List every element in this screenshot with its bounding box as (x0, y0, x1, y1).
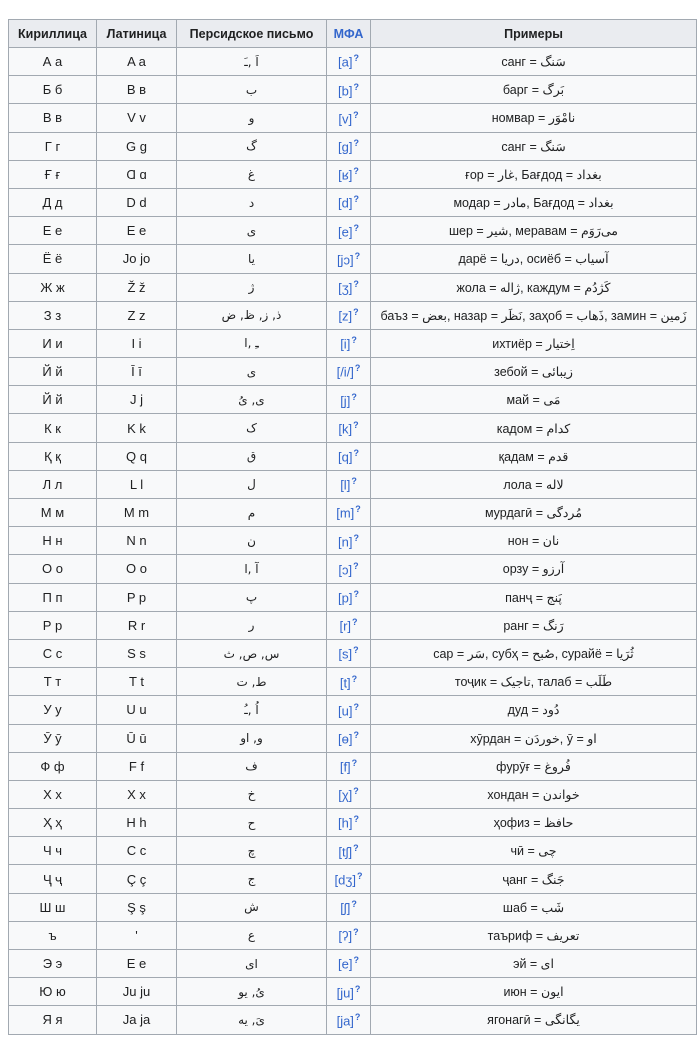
cell-cyrillic: Х х (9, 780, 97, 808)
cell-latin: G g (97, 132, 177, 160)
ipa-link[interactable]: [t] (339, 674, 351, 690)
cell-cyrillic: Б б (9, 76, 97, 104)
cell-ipa (327, 1006, 371, 1034)
cell-example: июн = ایون (371, 978, 697, 1006)
table-row (9, 1006, 697, 1034)
cell-example: кадом = کدام (371, 414, 697, 442)
cell-persian: ی (177, 217, 327, 245)
cell-example: ихтиёр = اِختیار (371, 329, 697, 357)
cell-ipa (327, 809, 371, 837)
cell-latin: Ū ū (97, 724, 177, 752)
cell-example: ҷанг = جَنگ (371, 865, 697, 893)
cell-example: ранг = رَنگ (371, 611, 697, 639)
cell-cyrillic: Н н (9, 527, 97, 555)
ipa-link[interactable]: [b] (338, 82, 353, 98)
ipa-link[interactable]: [k] (338, 421, 353, 437)
ipa-link[interactable]: [n] (338, 533, 353, 549)
ipa-link[interactable]: [a] (338, 54, 353, 70)
cell-ipa (327, 752, 371, 780)
cell-persian: ای (177, 950, 327, 978)
ipa-link[interactable]: [r] (339, 618, 352, 634)
cell-ipa (327, 188, 371, 216)
ipa-link[interactable]: [ɵ] (338, 731, 353, 747)
table-row (9, 160, 697, 188)
header-cyrillic: Кириллица (9, 20, 97, 48)
table-row (9, 583, 697, 611)
audio-help-icon[interactable]: ? (353, 222, 359, 233)
table-row (9, 865, 697, 893)
cell-ipa (327, 386, 371, 414)
cell-example: дарё = دریا, осиёб = آسیاب (371, 245, 697, 273)
audio-help-icon[interactable]: ? (353, 278, 359, 289)
cell-cyrillic: К к (9, 414, 97, 442)
cell-example: хӯрдан = خوردَن, ӯ = او (371, 724, 697, 752)
cell-cyrillic: Я я (9, 1006, 97, 1034)
audio-help-icon[interactable]: ? (353, 955, 359, 966)
cell-latin: T t (97, 668, 177, 696)
cell-cyrillic: Э э (9, 950, 97, 978)
cell-ipa (327, 470, 371, 498)
cell-latin: Ç ç (97, 865, 177, 893)
table-row (9, 499, 697, 527)
cell-example: санг = سَنگ (371, 48, 697, 76)
table-row (9, 245, 697, 273)
cell-ipa (327, 611, 371, 639)
cell-latin: Q q (97, 442, 177, 470)
table-row (9, 301, 697, 329)
audio-help-icon[interactable]: ? (353, 701, 359, 712)
cell-latin: Ī ī (97, 358, 177, 386)
ipa-link[interactable]: [tʃ] (338, 844, 353, 859)
cell-persian: ب (177, 76, 327, 104)
audio-help-icon[interactable]: ? (354, 983, 361, 994)
cell-ipa (327, 76, 371, 104)
ipa-link[interactable]: [ja] (336, 1013, 354, 1029)
cell-latin: C c (97, 837, 177, 865)
cell-example: панҷ = پَنج (371, 583, 697, 611)
cell-cyrillic: Ҷ ҷ (9, 865, 97, 893)
audio-help-icon[interactable]: ? (354, 363, 361, 374)
cell-persian: ع (177, 921, 327, 949)
audio-help-icon[interactable]: ? (353, 109, 359, 120)
cell-ipa (327, 583, 371, 611)
cell-persian: ش (177, 893, 327, 921)
cell-persian: پ (177, 583, 327, 611)
cell-persian: ف (177, 752, 327, 780)
ipa-link[interactable]: [s] (338, 646, 353, 662)
cell-ipa (327, 414, 371, 442)
cell-persian: گ (177, 132, 327, 160)
cell-persian: خ (177, 780, 327, 808)
audio-help-icon[interactable]: ? (354, 250, 361, 261)
ipa-link[interactable]: [ʃ] (340, 900, 351, 916)
audio-help-icon[interactable]: ? (351, 335, 357, 346)
table-row (9, 76, 697, 104)
cell-ipa (327, 668, 371, 696)
cell-cyrillic: Ч ч (9, 837, 97, 865)
cell-cyrillic: С с (9, 639, 97, 667)
cell-latin: S s (97, 639, 177, 667)
table-row (9, 329, 697, 357)
cell-ipa (327, 950, 371, 978)
cell-latin: J j (97, 386, 177, 414)
cell-persian: اَ ,ـَ (177, 48, 327, 76)
cell-latin: D d (97, 188, 177, 216)
ipa-link[interactable]: [p] (338, 590, 353, 606)
cell-ipa (327, 837, 371, 865)
cell-ipa (327, 245, 371, 273)
ipa-link[interactable]: [g] (338, 139, 353, 155)
cell-ipa (327, 696, 371, 724)
cell-cyrillic: О о (9, 555, 97, 583)
ipa-link[interactable]: [h] (338, 815, 353, 831)
cell-persian: س, ص, ث (177, 639, 327, 667)
cell-ipa (327, 978, 371, 1006)
ipa-link[interactable]: [z] (338, 308, 353, 324)
ipa-link[interactable]: [j] (340, 393, 351, 408)
cell-ipa (327, 104, 371, 132)
cell-latin: Ɑ ɑ (97, 160, 177, 188)
cell-example: сар = سَر, субҳ = صُبح, сурайё = ثُرَیا (371, 639, 697, 667)
cell-example: орзу = آرزو (371, 555, 697, 583)
cell-latin: Ja ja (97, 1006, 177, 1034)
cell-ipa (327, 724, 371, 752)
table-row (9, 555, 697, 583)
alphabet-table-container (8, 19, 697, 1035)
ipa-link[interactable]: [u] (338, 703, 353, 719)
ipa-link[interactable]: [q] (338, 449, 353, 465)
cell-latin: Ş ş (97, 893, 177, 921)
audio-help-icon[interactable]: ? (353, 194, 359, 205)
table-row (9, 611, 697, 639)
ipa-link[interactable]: [/i/] (336, 364, 354, 380)
cell-cyrillic: Қ қ (9, 442, 97, 470)
audio-help-icon[interactable]: ? (353, 560, 359, 571)
table-row (9, 668, 697, 696)
table-row (9, 188, 697, 216)
cell-example: шер = شیر, меравам = می‌رَوَم (371, 217, 697, 245)
ipa-link[interactable]: [ɔ] (338, 562, 353, 578)
cell-ipa (327, 132, 371, 160)
table-row (9, 752, 697, 780)
cell-latin: E e (97, 217, 177, 245)
cell-example: ҳофиз = حافظ (371, 809, 697, 837)
cell-example: модар = مادر, Бағдод = بغداد (371, 188, 697, 216)
cell-cyrillic: Й й (9, 386, 97, 414)
ipa-link[interactable]: [l] (340, 477, 351, 493)
table-row (9, 386, 697, 414)
table-row (9, 470, 697, 498)
cell-ipa (327, 217, 371, 245)
ipa-link[interactable]: [jɔ] (336, 252, 354, 268)
cell-example: зебой = زیبائی (371, 358, 697, 386)
table-row (9, 780, 697, 808)
table-row (9, 414, 697, 442)
cell-persian: ذ, ز, ظ, ض (177, 301, 327, 329)
audio-help-icon[interactable]: ? (351, 673, 358, 684)
table-row (9, 48, 697, 76)
cell-persian: ل (177, 470, 327, 498)
cell-cyrillic: И и (9, 329, 97, 357)
cell-ipa (327, 499, 371, 527)
cell-cyrillic: Г г (9, 132, 97, 160)
audio-help-icon[interactable]: ? (351, 476, 357, 487)
cell-cyrillic: Д д (9, 188, 97, 216)
cell-persian: ک (177, 414, 327, 442)
table-row (9, 837, 697, 865)
cell-persian: اُ ,ـُ (177, 696, 327, 724)
cell-persian: ن (177, 527, 327, 555)
audio-help-icon[interactable]: ? (353, 927, 359, 938)
cell-latin: N n (97, 527, 177, 555)
cell-persian: م (177, 499, 327, 527)
cell-cyrillic: Ф ф (9, 752, 97, 780)
ipa-link[interactable]: [ʔ] (338, 928, 353, 944)
cell-cyrillic: Ҳ ҳ (9, 809, 97, 837)
cell-cyrillic: М м (9, 499, 97, 527)
cell-persian: ج (177, 865, 327, 893)
ipa-link[interactable]: [χ] (338, 787, 353, 803)
ipa-link[interactable]: [m] (336, 505, 355, 521)
cell-cyrillic: Р р (9, 611, 97, 639)
cell-cyrillic: А а (9, 48, 97, 76)
cell-persian: ق (177, 442, 327, 470)
cell-latin: R r (97, 611, 177, 639)
cell-example: хондан = خواندن (371, 780, 697, 808)
cell-persian: ـِ ,ا (177, 329, 327, 357)
audio-help-icon[interactable]: ? (353, 814, 359, 825)
cell-persian: ژ (177, 273, 327, 301)
cell-example: нон = نان (371, 527, 697, 555)
cell-persian: ر (177, 611, 327, 639)
cell-ipa (327, 639, 371, 667)
cell-latin: Z z (97, 301, 177, 329)
cell-persian: ی (177, 358, 327, 386)
cell-cyrillic: Т т (9, 668, 97, 696)
cell-cyrillic: Ж ж (9, 273, 97, 301)
cell-ipa (327, 48, 371, 76)
ipa-link[interactable]: [ʁ] (338, 167, 353, 183)
cell-ipa (327, 273, 371, 301)
audio-help-icon[interactable]: ? (353, 645, 359, 656)
header-row (9, 20, 697, 48)
cell-ipa (327, 329, 371, 357)
table-row (9, 696, 697, 724)
audio-help-icon[interactable]: ? (355, 504, 361, 515)
table-row (9, 893, 697, 921)
table-row (9, 132, 697, 160)
cell-persian: یَ, یه (177, 1006, 327, 1034)
table-row (9, 639, 697, 667)
cell-persian: یُ, یو (177, 978, 327, 1006)
table-row (9, 217, 697, 245)
cell-example: шаб = شَب (371, 893, 697, 921)
audio-help-icon[interactable]: ? (353, 419, 359, 430)
cell-latin: V v (97, 104, 177, 132)
ipa-link[interactable]: [d] (338, 195, 353, 211)
ipa-link[interactable]: [dʒ] (334, 872, 357, 888)
cell-cyrillic: У у (9, 696, 97, 724)
cell-latin: U u (97, 696, 177, 724)
audio-help-icon[interactable]: ? (353, 729, 359, 740)
cell-example: ягонагӣ = یگانگی (371, 1006, 697, 1034)
cell-example: баъз = بعض, назар = نَظَر, заҳоб = ذَهاب, замин = زَمین (371, 301, 697, 329)
table-row (9, 442, 697, 470)
cell-ipa (327, 555, 371, 583)
cell-persian: و, او (177, 724, 327, 752)
cell-cyrillic: ъ (9, 921, 97, 949)
cell-latin: M m (97, 499, 177, 527)
cell-cyrillic: Ю ю (9, 978, 97, 1006)
cell-latin: ' (97, 921, 177, 949)
cell-cyrillic: Л л (9, 470, 97, 498)
cell-cyrillic: П п (9, 583, 97, 611)
header-ipa-link[interactable]: МФА (327, 20, 371, 48)
cell-latin: Jo jo (97, 245, 177, 273)
cell-example: номвар = نامْوَر (371, 104, 697, 132)
ipa-link[interactable]: [ju] (336, 984, 354, 1000)
cell-latin: F f (97, 752, 177, 780)
cell-persian: ط, ت (177, 668, 327, 696)
ipa-link[interactable]: [v] (338, 111, 353, 127)
table-row (9, 950, 697, 978)
audio-help-icon[interactable]: ? (351, 758, 358, 769)
table-row (9, 358, 697, 386)
cell-latin: A a (97, 48, 177, 76)
audio-help-icon[interactable]: ? (353, 786, 359, 797)
cell-ipa (327, 865, 371, 893)
table-row (9, 104, 697, 132)
audio-help-icon[interactable]: ? (354, 1011, 361, 1022)
audio-help-icon[interactable]: ? (353, 588, 359, 599)
cell-ipa (327, 921, 371, 949)
table-row (9, 978, 697, 1006)
audio-help-icon[interactable]: ? (353, 137, 359, 148)
cell-latin: E e (97, 950, 177, 978)
cell-example: эй = ای (371, 950, 697, 978)
cell-example: барг = بَرگ (371, 76, 697, 104)
cell-example: лола = لاله (371, 470, 697, 498)
cell-ipa (327, 358, 371, 386)
cell-example: таъриф = تعریف (371, 921, 697, 949)
cell-latin: P p (97, 583, 177, 611)
cell-latin: K k (97, 414, 177, 442)
alphabet-table (8, 19, 697, 1035)
audio-help-icon[interactable]: ? (351, 391, 357, 402)
cell-example: май = مَی (371, 386, 697, 414)
cell-latin: B в (97, 76, 177, 104)
cell-cyrillic: Ӯ ӯ (9, 724, 97, 752)
header-persian: Персидское письмо (177, 20, 327, 48)
table-row (9, 724, 697, 752)
audio-help-icon[interactable]: ? (353, 166, 359, 177)
audio-help-icon[interactable]: ? (353, 307, 359, 318)
audio-help-icon[interactable]: ? (352, 617, 358, 628)
cell-ipa (327, 893, 371, 921)
cell-cyrillic: Ш ш (9, 893, 97, 921)
cell-example: жола = ژاله, каждум = کَژدُم (371, 273, 697, 301)
cell-persian: آ ,ا (177, 555, 327, 583)
cell-ipa (327, 442, 371, 470)
cell-persian: و (177, 104, 327, 132)
cell-example: тоҷик = تاجیک, талаб = طَلَب (371, 668, 697, 696)
cell-latin: L l (97, 470, 177, 498)
audio-help-icon[interactable]: ? (353, 81, 359, 92)
audio-help-icon[interactable]: ? (351, 899, 357, 910)
cell-example: қадам = قدم (371, 442, 697, 470)
audio-help-icon[interactable]: ? (353, 448, 359, 459)
cell-cyrillic: Ғ ғ (9, 160, 97, 188)
cell-latin: O o (97, 555, 177, 583)
cell-cyrillic: Ё ё (9, 245, 97, 273)
cell-cyrillic: В в (9, 104, 97, 132)
audio-help-icon[interactable]: ? (353, 532, 359, 543)
audio-help-icon[interactable]: ? (357, 870, 363, 881)
audio-help-icon[interactable]: ? (353, 53, 359, 64)
cell-latin: I i (97, 329, 177, 357)
cell-cyrillic: Е е (9, 217, 97, 245)
ipa-link[interactable]: [f] (339, 759, 351, 775)
ipa-link[interactable]: [e] (338, 956, 353, 972)
cell-example: дуд = دُود (371, 696, 697, 724)
table-row (9, 809, 697, 837)
cell-ipa (327, 527, 371, 555)
cell-latin: Ž ž (97, 273, 177, 301)
cell-latin: H h (97, 809, 177, 837)
cell-ipa (327, 780, 371, 808)
cell-example: фурӯғ = فُروغ (371, 752, 697, 780)
cell-ipa (327, 160, 371, 188)
cell-example: мурдагӣ = مُردگی (371, 499, 697, 527)
cell-persian: ح (177, 809, 327, 837)
cell-persian: یا (177, 245, 327, 273)
cell-example: ғор = غار, Бағдод = بغداد (371, 160, 697, 188)
ipa-link[interactable]: [ʒ] (338, 280, 353, 296)
ipa-link[interactable]: [i] (340, 336, 351, 352)
ipa-link[interactable]: [e] (338, 223, 353, 239)
header-latin: Латиница (97, 20, 177, 48)
table-row (9, 527, 697, 555)
cell-persian: غ (177, 160, 327, 188)
cell-persian: چ (177, 837, 327, 865)
cell-cyrillic: Й й (9, 358, 97, 386)
cell-persian: د (177, 188, 327, 216)
cell-example: чӣ = چی (371, 837, 697, 865)
audio-help-icon[interactable]: ? (353, 842, 359, 853)
cell-persian: ی, یُ (177, 386, 327, 414)
cell-cyrillic: З з (9, 301, 97, 329)
header-examples: Примеры (371, 20, 697, 48)
cell-example: санг = سَنگ (371, 132, 697, 160)
cell-latin: Ju ju (97, 978, 177, 1006)
table-row (9, 273, 697, 301)
cell-ipa (327, 301, 371, 329)
cell-latin: X x (97, 780, 177, 808)
table-row (9, 921, 697, 949)
